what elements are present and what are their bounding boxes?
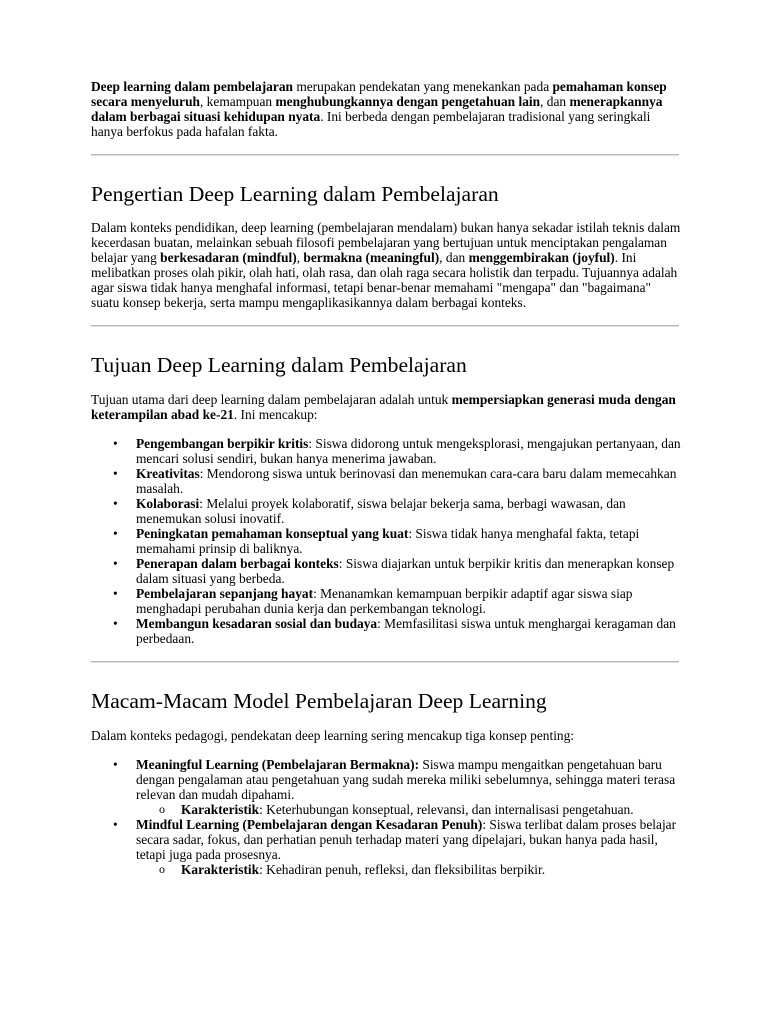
section-title-tujuan: Tujuan Deep Learning dalam Pembelajaran — [91, 353, 467, 377]
list-item-label: Kolaborasi — [136, 496, 200, 511]
list-item-label: Pembelajaran sepanjang hayat — [136, 586, 314, 601]
list-item-text: : Keterhubungan konseptual, relevansi, dan internalisasi pengetahuan. — [259, 802, 634, 817]
sub-list — [91, 802, 681, 817]
bullet-icon: • — [113, 586, 118, 601]
list-item-text: : Siswa didorong untuk mengeksplorasi, mengajukan pertanyaan, dan mencari solusi sendiri, bukan hanya menerima jawaban. — [136, 436, 681, 466]
list-item — [91, 436, 681, 466]
bullet-icon: • — [113, 616, 118, 631]
list-item-text: : Menanamkan kemampuan berpikir adaptif agar siswa siap menghadapi perubahan dunia kerja dan perkembangan teknologi. — [136, 586, 633, 616]
bold-phrase: berkesadaran (mindful) — [160, 250, 297, 265]
list-item — [91, 466, 681, 496]
bullet-icon: • — [113, 817, 118, 832]
bullet-icon: • — [113, 436, 118, 451]
model-list — [91, 757, 681, 877]
list-item-label: Mindful Learning (Pembelajaran dengan Kesadaran Penuh) — [136, 817, 483, 832]
divider — [91, 325, 679, 327]
bold-phrase: menerapkannya dalam berbagai situasi kehidupan nyata — [91, 94, 663, 124]
list-item — [91, 616, 681, 646]
divider — [91, 661, 679, 663]
bullet-icon: • — [113, 496, 118, 511]
list-item-text: : Siswa diajarkan untuk berpikir kritis dan menerapkan konsep dalam situasi yang berbeda. — [136, 556, 675, 586]
list-item-label: Membangun kesadaran sosial dan budaya — [136, 616, 378, 631]
sub-list-item — [91, 862, 681, 877]
list-item — [91, 526, 681, 556]
list-item-text: : Mendorong siswa untuk berinovasi dan menemukan cara-cara baru dalam memecahkan masalah. — [136, 466, 677, 496]
bold-phrase: pemahaman konsep secara menyeluruh — [91, 79, 667, 109]
bold-phrase: bermakna (meaningful) — [303, 250, 440, 265]
list-item — [91, 586, 681, 616]
list-item-label: Karakteristik — [181, 862, 260, 877]
list-item-label: Karakteristik — [181, 802, 260, 817]
list-item-text: : Siswa tidak hanya menghafal fakta, tetapi memahami prinsip di baliknya. — [136, 526, 640, 556]
section-paragraph-tujuan: Tujuan utama dari deep learning dalam pembelajaran adalah untuk mempersiapkan generasi muda dengan keterampilan abad ke-21. Ini mencakup: — [91, 392, 676, 422]
list-item — [91, 817, 681, 862]
bold-phrase: mempersiapkan generasi muda dengan keterampilan abad ke-21 — [91, 392, 676, 422]
list-item — [91, 496, 681, 526]
divider — [91, 154, 679, 156]
list-item-text: : Melalui proyek kolaboratif, siswa belajar bekerja sama, berbagi wawasan, dan menemukan solusi inovatif. — [136, 496, 626, 526]
bullet-icon: • — [113, 526, 118, 541]
sub-list-item — [91, 802, 681, 817]
list-item-label: Peningkatan pemahaman konseptual yang kuat — [136, 526, 409, 541]
section-title-macam-model: Macam-Macam Model Pembelajaran Deep Learning — [91, 689, 547, 713]
bold-phrase: Deep learning dalam pembelajaran — [91, 79, 293, 94]
list-item — [91, 757, 681, 802]
list-item-label: Meaningful Learning (Pembelajaran Bermakna): — [136, 757, 420, 772]
circle-bullet-icon: o — [159, 802, 165, 816]
list-item-label: Pengembangan berpikir kritis — [136, 436, 309, 451]
list-item-text: : Siswa terlibat dalam proses belajar secara sadar, fokus, dan perhatian penuh terhadap materi yang dipelajari, bukan hanya pada hasil, tetapi juga pada prosesnya. — [136, 817, 677, 862]
list-item-label: Kreativitas — [136, 466, 200, 481]
bold-phrase: menghubungkannya dengan pengetahuan lain — [275, 94, 541, 109]
bullet-icon: • — [113, 466, 118, 481]
section-paragraph-pengertian: Dalam konteks pendidikan, deep learning (pembelajaran mendalam) bukan hanya sekadar istilah teknis dalam kecerdasan buatan, melainkan sebuah filosofi pembelajaran yang bertujuan untuk menciptakan pengalaman belajar yang berkesadaran (mindful), bermakna (meaningful), dan menggembirakan (joyful). Ini melibatkan proses olah pikir, olah hati, olah rasa, dan olah raga secara holistik dan terpadu. Tujuannya adalah agar siswa tidak hanya menghafal informasi, tetapi benar-benar memahami "mengapa" dan "bagaimana" suatu konsep bekerja, serta mampu mengaplikasikannya dalam berbagai konteks. — [91, 220, 681, 310]
section-title-pengertian: Pengertian Deep Learning dalam Pembelajaran — [91, 182, 499, 206]
bullet-icon: • — [113, 757, 118, 772]
list-item — [91, 556, 681, 586]
circle-bullet-icon: o — [159, 862, 165, 876]
list-item-text: : Memfasilitasi siswa untuk menghargai keragaman dan perbedaan. — [136, 616, 676, 646]
bullet-icon: • — [113, 556, 118, 571]
bold-phrase: menggembirakan (joyful) — [468, 250, 615, 265]
list-item-label: Penerapan dalam berbagai konteks — [136, 556, 339, 571]
document-content — [91, 79, 681, 877]
list-item-text: Siswa mampu mengaitkan pengetahuan baru dengan pengalaman atau pengetahuan yang sudah mereka miliki sebelumnya, sehingga materi terasa relevan dan mudah dipahami. — [136, 757, 676, 802]
list-item-text: : Kehadiran penuh, refleksi, dan fleksibilitas berpikir. — [259, 862, 546, 877]
sub-list — [91, 862, 681, 877]
section-paragraph-macam-model: Dalam konteks pedagogi, pendekatan deep learning sering mencakup tiga konsep penting: — [91, 728, 575, 743]
intro-paragraph: Deep learning dalam pembelajaran merupakan pendekatan yang menekankan pada pemahaman konsep secara menyeluruh, kemampuan menghubungkannya dengan pengetahuan lain, dan menerapkannya dalam berbagai situasi kehidupan nyata. Ini berbeda dengan pembelajaran tradisional yang seringkali hanya berfokus pada hafalan fakta. — [91, 79, 667, 139]
tujuan-list — [91, 436, 681, 646]
